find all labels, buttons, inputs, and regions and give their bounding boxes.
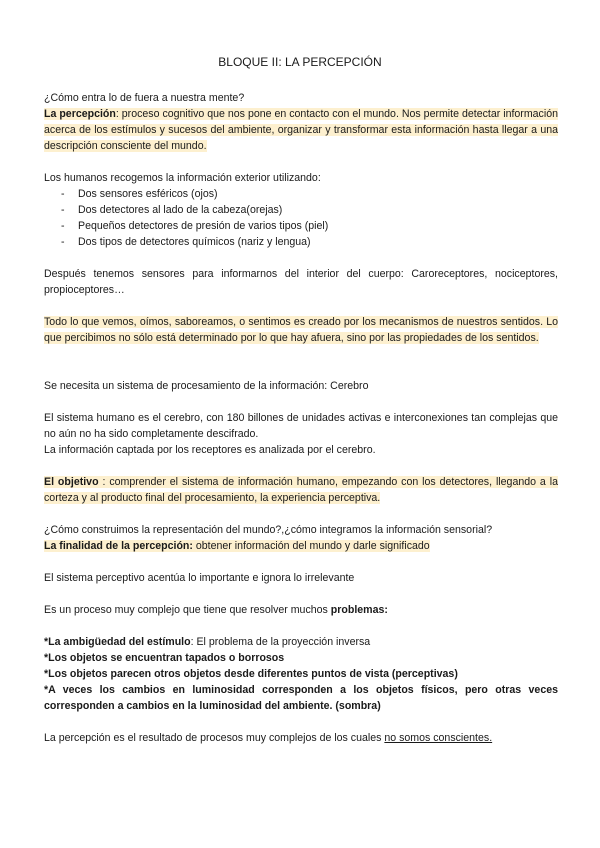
- processing-system: Se necesita un sistema de procesamiento de la información: Cerebro: [44, 380, 369, 392]
- perception-text: : proceso cognitivo que nos pone en contacto con el mundo. Nos permite detectar información acerca de los estímulos y sucesos del ambiente, organizar y transformar esta información hasta llegar a una descripción consciente del mundo.: [44, 108, 558, 152]
- finality-term: La finalidad de la percepción:: [44, 540, 193, 552]
- sensors-intro: Los humanos recogemos la información exterior utilizando:: [44, 172, 321, 184]
- accentuates: El sistema perceptivo acentúa lo importante e ignora lo irrelevante: [44, 572, 355, 584]
- finality-text: obtener información del mundo y darle significado: [192, 540, 430, 552]
- brain-analysis: La información captada por los receptores es analizada por el cerebro.: [44, 444, 376, 456]
- question-1: ¿Cómo entra lo de fuera a nuestra mente?: [44, 92, 245, 104]
- question-2: ¿Cómo construimos la representación del mundo?,¿cómo integramos la información sensorial?: [44, 524, 493, 536]
- list-item: - Dos detectores al lado de la cabeza(orejas): [44, 202, 558, 218]
- problems-label: problemas:: [330, 604, 388, 616]
- complex-process: Es un proceso muy complejo que tiene que resolver muchos problemas:: [44, 604, 388, 616]
- objective-text: : comprender el sistema de información humano, empezando con los detectores, llegando a la corteza y al producto final del procesamiento, la experiencia perceptiva.: [44, 476, 558, 504]
- perception-term: La percepción: [44, 108, 116, 120]
- list-item: - Dos sensores esféricos (ojos): [44, 186, 558, 202]
- problem-1: *La ambigüedad del estímulo: El problema de la proyección inversa: [44, 636, 371, 648]
- list-item: - Dos tipos de detectores químicos (nariz y lengua): [44, 234, 558, 250]
- objective-term: El objetivo: [44, 476, 99, 488]
- page-title: BLOQUE II: LA PERCEPCIÓN: [218, 55, 382, 69]
- underlined-phrase: no somos conscientes.: [384, 732, 493, 744]
- sensors-list: [44, 186, 558, 250]
- perception-definition: [44, 106, 558, 154]
- conclusion: La percepción es el resultado de procesos muy complejos de los cuales no somos conscientes.: [44, 732, 493, 744]
- objective: [44, 474, 558, 506]
- brain-description: El sistema humano es el cerebro, con 180 billones de unidades activas e interconexiones tan complejas que no aún no ha sido completamente descifrado.: [44, 412, 558, 440]
- problem-2: *Los objetos se encuentran tapados o borrosos: [44, 652, 285, 664]
- finality: [44, 538, 558, 554]
- created-by-senses: Todo lo que vemos, oímos, saboreamos, o sentimos es creado por los mecanismos de nuestros sentidos. Lo que percibimos no sólo está determinado por lo que hay afuera, sino por las propiedades de los sentidos.: [44, 316, 558, 344]
- list-item: - Pequeños detectores de presión de varios tipos (piel): [44, 218, 558, 234]
- problem-3: *Los objetos parecen otros objetos desde diferentes puntos de vista (perceptivas): [44, 668, 458, 680]
- problem-4: *A veces los cambios en luminosidad corresponden a los objetos físicos, pero otras veces corresponden a cambios en la luminosidad del ambiente. (sombra): [44, 684, 558, 712]
- interior-sensors: Después tenemos sensores para informarnos del interior del cuerpo: Caroreceptores, nociceptores, propioceptores…: [44, 268, 558, 296]
